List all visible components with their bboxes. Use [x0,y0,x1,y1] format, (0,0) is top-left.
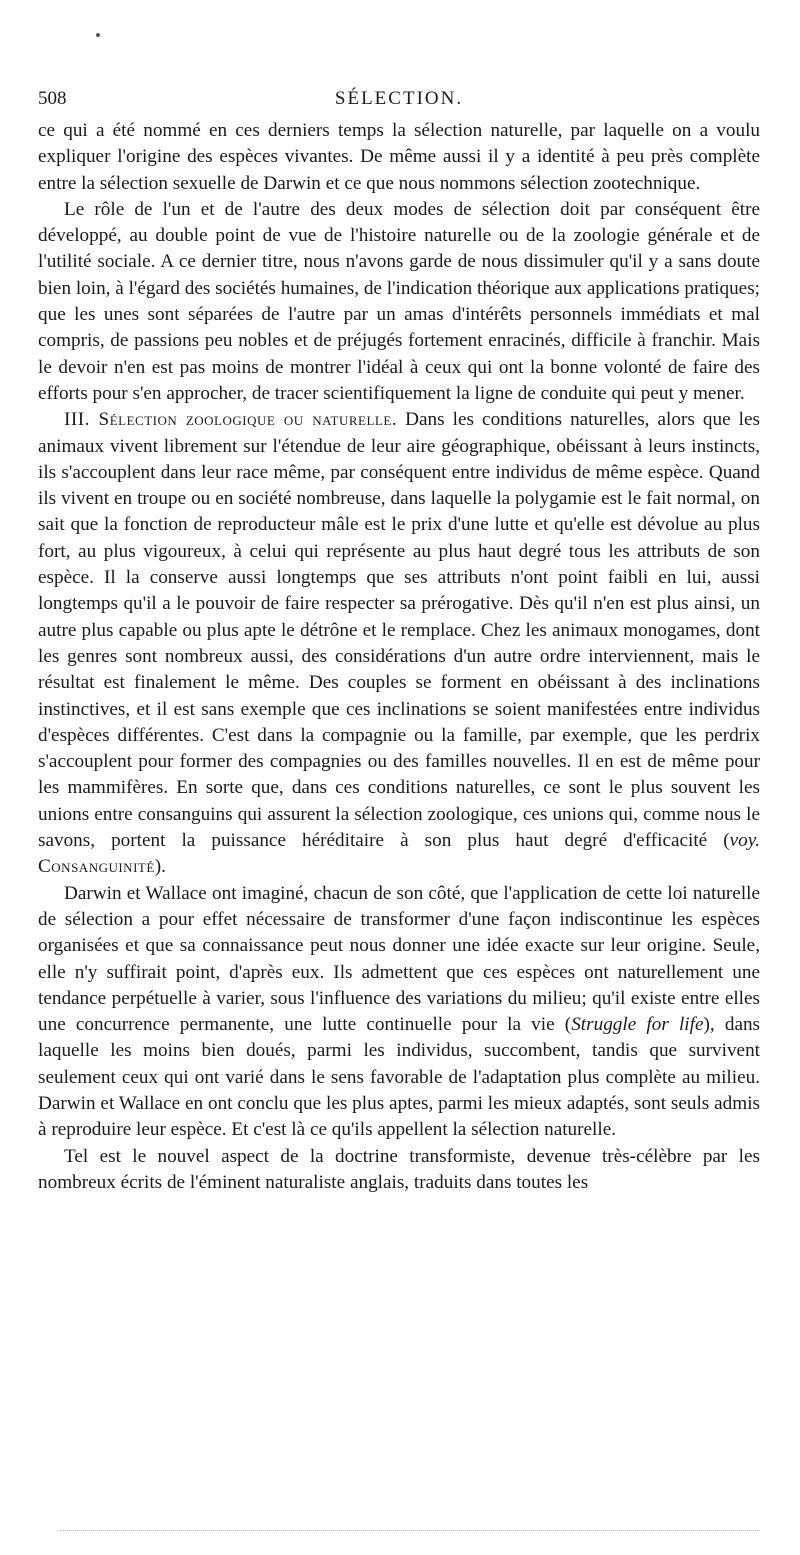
paragraph: Le rôle de l'un et de l'autre des deux modes de sélection doit par conséquent être développé, au double point de vue de l'histoire naturelle ou de la zoologie générale et de l'utilité sociale. A ce dernier titre, nous n'avons garde de nous dissimuler qu'il y a sans doute bien loin, à l'égard des sociétés humaines, de l'indication théorique aux applications pratiques; que les unes sont séparées de l'autre par un amas d'intérêts personnels immédiats et mal compris, de passions peu nobles et de préjugés fortement enracinés, difficile à franchir. Mais le devoir n'en est pas moins de montrer l'idéal à ceux qui ont la bonne volonté de faire des efforts pour s'en approcher, de tracer scientifiquement la ligne de conduite qui peut y mener. [38,198,760,404]
bottom-bleedthrough [60,1530,760,1531]
italic-phrase: Struggle for life [571,1014,704,1036]
paragraph-continued: ce qui a été nommé en ces derniers temps la sélection naturelle, par laquelle on a voulu expliquer l'origine des espèces vivantes. De même aussi il y a identité à peu près complète entre la sélection sexuelle de Darwin et ce que nous nommons sélection zootechnique. [38,120,760,194]
paragraph-section-3 [38,407,760,880]
paragraph-text: ), dans laquelle les moins bien doués, parmi les individus, succombent, tandis que survivent seulement ceux qui ont varié dans le sens favorable de l'adaptation plus complète au milieu. Darwin et Wallace en ont conclu que les plus aptes, parmi les mieux adaptés, sont seuls admis à reproduire leur espèce. Et c'est là ce qu'ils appellent la sélection naturelle. [38,1014,761,1141]
section-heading: III. Sélection zoologique ou naturelle. [64,409,398,431]
cross-reference-term: Consanguinité [38,856,155,878]
running-head: SÉLECTION. [334,88,464,109]
cross-reference-voy: voy. [729,830,760,852]
paragraph-text: Dans les conditions naturelles, alors que les animaux vivent librement sur l'étendue de leur aire géographique, obéissant à leurs instincts, ils s'accouplent dans leur race même, par conséquent entre individus de même espèce. Quand ils vivent en troupe ou en société nombreuse, dans laquelle la polygamie est le fait normal, on sait que la fonction de reproducteur mâle est le prix d'une lutte et qu'elle est dévolue au plus fort, au plus vigoureux, à celui qui représente au plus haut degré tous les attributs de son espèce. Il la conserve aussi longtemps que ses attributs n'ont point faibli en lui, aussi longtemps qu'il a le pouvoir de faire respecter sa prérogative. Dès qu'il n'en est plus ainsi, un autre plus capable ou plus apte le détrône et le remplace. Chez les animaux monogames, dont les genres sont nombreux aussi, des considérations d'un autre ordre interviennent, mais le résultat est finalement le même. Des couples se forment en obéissant à des inclinations instinctives, et il est sans exemple que ces inclinations se soient manifestées entre individus d'espèces différentes. C'est dans la compagnie ou la famille, par exemple, que les perdrix s'accouplent pour former des compagnies ou des familles nouvelles. Il en est de même pour les mammifères. En sorte que, dans ces conditions naturelles, ce sont le plus souvent les unions entre consanguins qui assurent la sélection zoologique, ces unions qui, comme nous le savons, portent la puissance héréditaire à son plus haut degré d'efficacité ( [38,409,760,852]
page-header [38,88,760,112]
body-text [38,118,760,1196]
page-number: 508 [38,88,67,109]
paragraph-text-end: ). [154,856,166,878]
paragraph [38,881,760,1144]
paragraph: Tel est le nouvel aspect de la doctrine transformiste, devenue très-célèbre par les nombreux écrits de l'éminent naturaliste anglais, traduits dans toutes les [38,1145,760,1193]
paragraph-text: Darwin et Wallace ont imaginé, chacun de son côté, que l'application de cette loi naturelle de sélection a pour effet nécessaire de transformer d'une façon indiscontinue les espèces organisées et que sa connaissance peut nous donner une idée exacte sur leur origine. Seule, elle n'y suffirait point, d'après eux. Ils admettent que ces espèces ont naturellement une tendance perpétuelle à varier, sous l'influence des variations du milieu; qu'il existe entre elles une concurrence permanente, une lutte continuelle pour la vie ( [38,882,760,1036]
ink-speck [96,33,100,37]
